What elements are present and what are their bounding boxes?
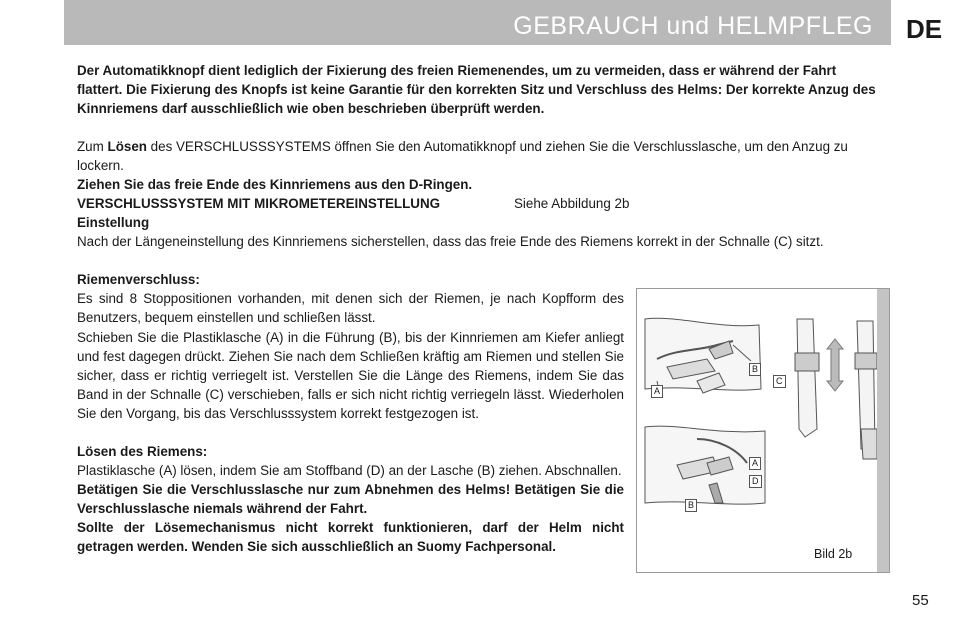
- label-d: D: [749, 475, 762, 488]
- label-b-top: B: [749, 363, 761, 376]
- intro-paragraph: Der Automatikknopf dient lediglich der Fixierung des freien Riemenendes, um zu vermeiden, dass er während der Fahrt flattert. Die Fixierung des Knopfs ist keine Garantie für den korrekten Sitz und Verschluss des Helms: Der korrekte Anzug des Kinnriemens darf ausschließlich wie oben beschrieben überprüft werden.: [77, 63, 876, 116]
- micrometric-text: Nach der Längeneinstellung des Kinnriemens sicherstellen, dass das freie Ende des Riemens korrekt in der Schnalle (C) sitzt.: [77, 234, 824, 249]
- unfasten-warning-1: Betätigen Sie die Verschlusslasche nur zum Abnehmen des Helms! Betätigen Sie die Verschlusslasche niemals während der Fahrt.: [77, 482, 624, 516]
- header-bar: [64, 0, 891, 45]
- micrometric-subheading: Einstellung: [77, 215, 150, 230]
- unfasten-heading: [77, 442, 624, 461]
- micrometric-heading: VERSCHLUSSSYSTEM MIT MIKROMETEREINSTELLUNG: [77, 196, 441, 211]
- label-c: C: [773, 375, 786, 388]
- micrometric-section: [77, 194, 882, 251]
- closure-paragraph-2: Schieben Sie die Plastiklasche (A) in die Führung (B), bis der Kinnriemen am Kiefer anliegt und fest dagegen drückt. Ziehen Sie nach dem Schließen kräftig am Riemen und stellen Sie sicher, dass er richtig verriegelt ist. Verstellen Sie die Länge des Riemens, indem Sie das Band in der Schnalle (C) verschieben, falls er sich nicht richtig verriegeln lässt. Wiederholen Sie den Vorgang, bis das Verschlusssystem korrekt festgezogen ist.: [77, 330, 624, 421]
- closure-heading-text: Riemenverschluss:: [77, 272, 200, 287]
- unfasten-warning-2: Sollte der Lösemechanismus nicht korrekt funktionieren, darf der Helm nicht getragen werden. Wenden Sie sich ausschließlich an Suomy Fachpersonal.: [77, 520, 624, 554]
- label-b-bottom: B: [685, 499, 697, 512]
- release-bold-line: Ziehen Sie das freie Ende des Kinnriemens aus den D-Ringen.: [77, 177, 473, 192]
- page-number: 55: [912, 592, 929, 609]
- figure-2b: [636, 288, 890, 573]
- language-badge: DE: [906, 14, 943, 44]
- unfasten-heading-text: Lösen des Riemens:: [77, 444, 208, 459]
- release-paragraph: [77, 137, 882, 194]
- release-prefix: Zum: [77, 139, 108, 154]
- release-bold-word: Lösen: [107, 139, 147, 154]
- buckle-illustration: [637, 289, 877, 574]
- label-a-bottom: A: [749, 457, 761, 470]
- unfasten-paragraph-1: Plastiklasche (A) lösen, indem Sie am Stoffband (D) an der Lasche (B) ziehen. Abschnallen.: [77, 463, 622, 478]
- label-a-top: A: [651, 385, 663, 398]
- release-rest: des VERSCHLUSSSYSTEMS öffnen Sie den Automatikknopf und ziehen Sie die Verschlusslasche, um den Anzug zu lockern.: [77, 139, 848, 173]
- figure-caption: Bild 2b: [814, 547, 853, 561]
- see-figure-note: Siehe Abbildung 2b: [514, 196, 630, 211]
- closure-paragraph-1: Es sind 8 Stoppositionen vorhanden, mit denen sich der Riemen, je nach Kopfform des Benutzers, bequem einstellen und schließen lässt.: [77, 291, 624, 325]
- closure-heading: [77, 270, 624, 289]
- figure-shade: [877, 289, 889, 572]
- page-title: GEBRAUCH und HELMPFLEG: [513, 12, 873, 40]
